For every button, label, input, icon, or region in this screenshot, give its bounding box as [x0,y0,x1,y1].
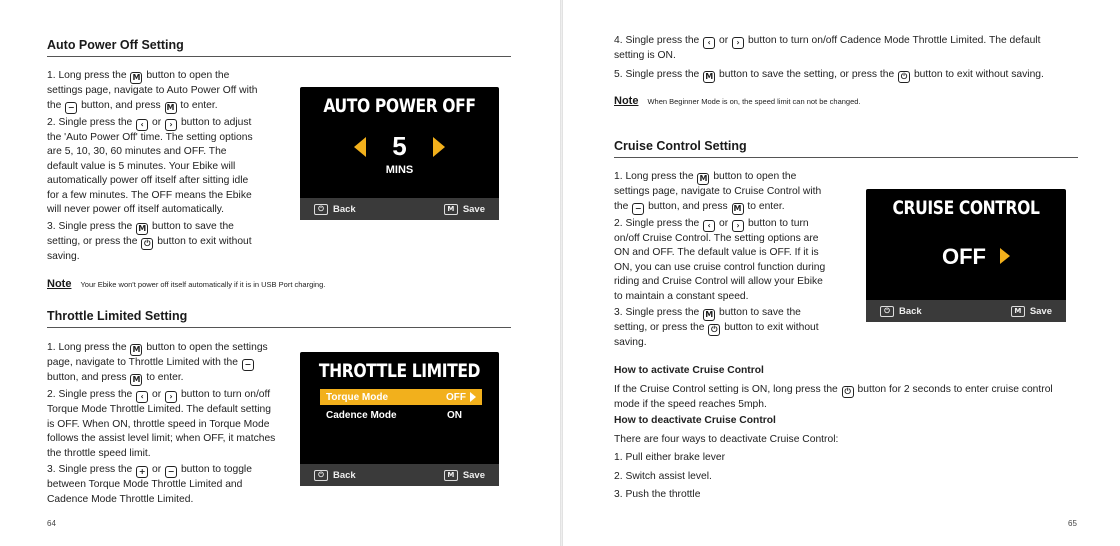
list-item: 3. Push the throttle [614,489,701,500]
heading-rule [614,157,1078,158]
left-key-icon: ‹ [136,391,148,403]
power-key-icon: ⏻ [708,324,720,336]
screen-value: 5 [392,131,407,161]
right-key-icon: › [165,391,177,403]
cadence-steps: 4. Single press the ‹ or › button to turn on/off Cadence Mode Throttle Limited. The default setting is ON. 5. Single press the M button to save the setting, or press the ⏻ button to exit without saving. [614,35,1044,81]
mode-key-icon: M [130,344,142,356]
screen-value: OFF [942,244,986,269]
right-key-icon: › [732,37,744,49]
cruise-control-steps: 1. Long press the M button to open the settings page, navigate to Cruise Control with the − button, and press M to enter. 2. Single press the ‹ or › button to turn on/off Cruise Control. The setting options are ON and OFF. The default value is OFF. If it is ON, you can use cruise control function during riding and Cruise Control will allow your Ebike to maintain a constant speed. 3. Single press the M button to save the setting, or press the ⏻ button to exit without saving. [614,171,826,348]
left-key-icon: ‹ [703,37,715,49]
right-arrow-icon [1000,248,1010,264]
power-icon: ⏻ [314,204,328,215]
mode-icon: M [444,470,458,481]
save-label: Save [462,469,485,481]
cruise-activate-section: How to activate Cruise Control If the Cruise Control setting is ON, long press the ⏻ button for 2 seconds to enter cruise control mode if the speed reaches 5mph. How to deactivate Cruise Control There are four ways to deactivate Cruise Control: 1. Pull either brake lever 2. Switch assist level. 3. Push the throttle [614,364,1084,503]
page-number: 64 [47,519,56,528]
page-number: 65 [1068,519,1077,528]
screen-title: AUTO POWER OFF [323,95,476,117]
mode-key-icon: M [130,374,142,386]
mode-key-icon: M [703,309,715,321]
power-icon: ⏻ [880,306,894,317]
mode-icon: M [1011,306,1025,317]
minus-key-icon: − [632,203,644,215]
screen-footer [300,464,499,486]
right-arrow-icon [433,137,445,157]
back-label: Back [333,469,356,481]
mode-icon: M [444,204,458,215]
list-item: 1. Pull either brake lever [614,452,726,463]
cadence-mode-row: Cadence Mode ON [326,409,462,421]
plus-key-icon: + [136,466,148,478]
screen-footer [300,198,499,220]
auto-power-off-steps: 1. Long press the M button to open the settings page, navigate to Auto Power Off with the − button, and press M to enter. 2. Single press the ‹ or › button to adjust the 'Auto Power Off' time. The setting options are 5, 10, 30, 60 minutes and OFF. The default value is 5 minutes. Your Ebike will automatically power off itself after sitting idle for a few minutes. The OFF means the Ebike will never power off itself automatically. 3. Single press the M button to save the setting, or press the ⏻ button to exit without saving. [47,70,258,262]
power-icon: ⏻ [314,470,328,481]
right-key-icon: › [165,119,177,131]
save-label: Save [462,203,485,215]
back-label: Back [899,305,922,317]
back-label: Back [333,203,356,215]
mode-key-icon: M [732,203,744,215]
power-key-icon: ⏻ [141,238,153,250]
screen-title: CRUISE CONTROL [892,197,1040,219]
mode-key-icon: M [136,223,148,235]
save-label: Save [1029,305,1052,317]
heading-rule [47,327,511,328]
left-key-icon: ‹ [136,119,148,131]
minus-key-icon: − [65,102,77,114]
beginner-mode-note: Note When Beginner Mode is on, the speed limit can not be changed. [614,95,861,107]
screen-footer [866,300,1066,322]
right-arrow-icon [470,392,476,402]
throttle-limited-steps: 1. Long press the M button to open the settings page, navigate to Throttle Limited with the − button, and press M to enter. 2. Single press the ‹ or › button to turn on/off Torque Mode Throttle Limited. The default setting is OFF. When ON, throttle speed in Torque Mode follows the assist level limit; when OFF, it matches the throttle speed limit. 3. Single press the + or − button to toggle between Torque Mode Throttle Limited and Cadence Mode Throttle Limited. [47,342,276,505]
minus-key-icon: − [165,466,177,478]
torque-mode-row: Torque Mode OFF [320,389,482,405]
auto-power-off-note: Note Your Ebike won't power off itself automatically if it is in USB Port charging. [47,278,326,290]
throttle-limited-screen [300,352,499,486]
right-key-icon: › [732,220,744,232]
heading-rule [47,56,511,57]
throttle-limited-heading: Throttle Limited Setting [47,309,188,323]
mode-key-icon: M [703,71,715,83]
power-key-icon: ⏻ [842,386,854,398]
cruise-control-screen [866,189,1066,322]
right-page [563,0,1120,546]
minus-key-icon: − [242,359,254,371]
screen-unit: MINS [385,164,414,176]
list-item: 2. Switch assist level. [614,470,712,482]
mode-key-icon: M [165,102,177,114]
left-key-icon: ‹ [703,220,715,232]
mode-key-icon: M [130,72,142,84]
auto-power-off-screen [300,87,499,220]
power-key-icon: ⏻ [898,71,910,83]
cruise-control-heading: Cruise Control Setting [614,139,747,153]
screen-title: THROTTLE LIMITED [318,360,481,382]
auto-power-off-heading: Auto Power Off Setting [47,38,184,52]
mode-key-icon: M [697,173,709,185]
